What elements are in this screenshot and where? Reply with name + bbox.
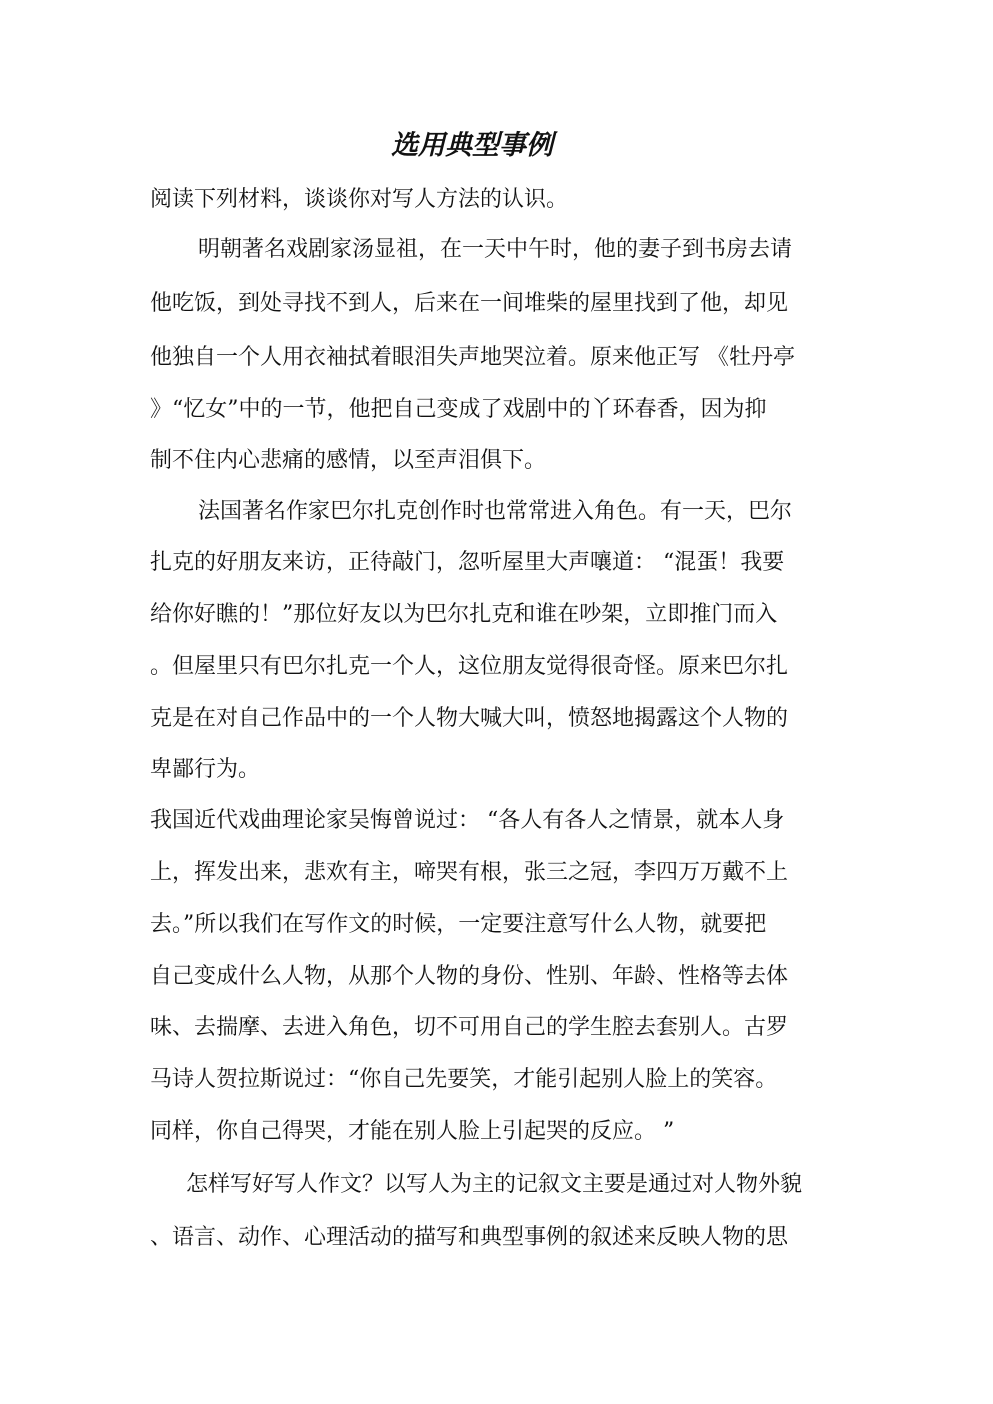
paragraph-3-line-4: 自己变成什么人物，从那个人物的身份、性别、年龄、性格等去体 (150, 964, 789, 989)
paragraph-2-line-5: 克是在对自己作品中的一个人物大喊大叫，愤怒地揭露这个人物的 (150, 706, 789, 731)
document-title: 选用典型事例 (391, 130, 553, 161)
paragraph-1-line-4: 》“忆女”中的一节，他把自己变成了戏剧中的丫环春香，因为抑 (150, 397, 767, 422)
paragraph-3-line-3: 去。”所以我们在写作文的时候，一定要注意写什么人物，就要把 (150, 912, 767, 937)
paragraph-4-line-2: 、语言、动作、心理活动的描写和典型事例的叙述来反映人物的思 (150, 1225, 789, 1250)
paragraph-1-line-3: 他独自一个人用衣袖拭着眼泪失声地哭泣着。原来他正写 《牡丹亭 (150, 345, 795, 370)
paragraph-3-line-1: 我国近代戏曲理论家吴悔曾说过： “各人有各人之情景，就本人身 (150, 808, 785, 833)
paragraph-3-line-2: 上，挥发出来，悲欢有主，啼哭有根，张三之冠，李四万万戴不上 (150, 860, 789, 885)
paragraph-3-line-7: 同样，你自己得哭，才能在别人脸上引起哭的反应。 ” (150, 1119, 675, 1144)
paragraph-4-line-1: 怎样写好写人作文？以写人为主的记叙文主要是通过对人物外貌 (186, 1172, 803, 1197)
paragraph-2-line-2: 扎克的好朋友来访，正待敲门，忽听屋里大声嚷道： “混蛋！我要 (150, 550, 785, 575)
paragraph-2-line-3: 给你好瞧的！”那位好友以为巴尔扎克和谁在吵架，立即推门而入 (150, 602, 778, 627)
intro-line: 阅读下列材料，谈谈你对写人方法的认识。 (150, 187, 569, 212)
paragraph-3-line-6: 马诗人贺拉斯说过：“你自己先要笑，才能引起别人脸上的笑容。 (150, 1067, 778, 1092)
paragraph-1-line-5: 制不住内心悲痛的感情，以至声泪俱下。 (150, 448, 547, 473)
paragraph-1-line-2: 他吃饭，到处寻找不到人，后来在一间堆柴的屋里找到了他，却见 (150, 291, 789, 316)
paragraph-1-line-1: 明朝著名戏剧家汤显祖，在一天中午时，他的妻子到书房去请 (198, 237, 793, 262)
paragraph-2-line-6: 卑鄙行为。 (150, 757, 261, 782)
paragraph-3-line-5: 味、去揣摩、去进入角色，切不可用自己的学生腔去套别人。古罗 (150, 1015, 789, 1040)
paragraph-2-line-1: 法国著名作家巴尔扎克创作时也常常进入角色。有一天，巴尔 (198, 499, 793, 524)
paragraph-2-line-4: 。但屋里只有巴尔扎克一个人，这位朋友觉得很奇怪。原来巴尔扎 (150, 654, 789, 679)
